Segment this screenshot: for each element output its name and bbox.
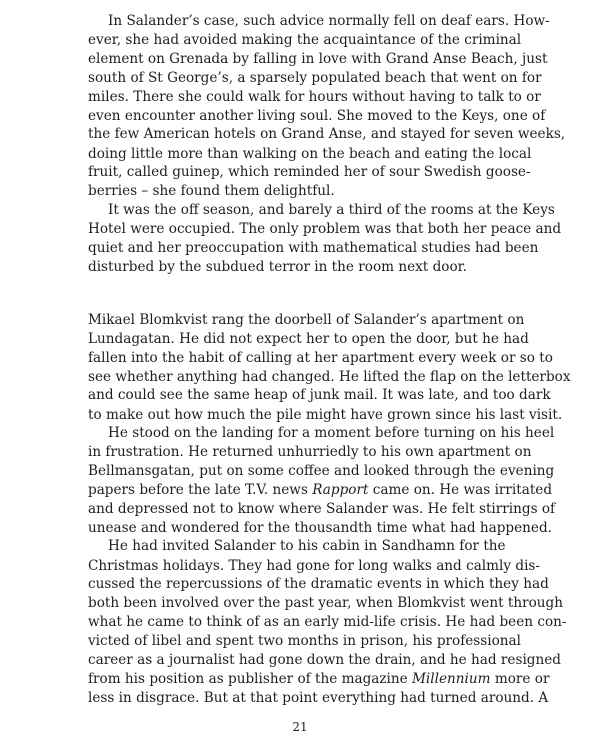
text-line: and depressed not to know where Salander was. He felt stirrings of: [88, 500, 556, 517]
text-line: element on Grenada by falling in love with Grand Anse Beach, just: [88, 50, 548, 67]
page-number: 21: [292, 720, 308, 734]
text-line: doing little more than walking on the beach and eating the local: [88, 145, 532, 162]
text-line: [88, 481, 553, 500]
text-line: [88, 670, 550, 689]
text-line: and could see the same heap of junk mail. It was late, and too dark: [88, 387, 551, 404]
italic-title-millennium: Millennium: [412, 671, 491, 688]
text-line: Lundagatan. He did not expect her to open the door, but he had: [88, 331, 529, 348]
text-line: fallen into the habit of calling at her apartment every week or so to: [88, 349, 553, 366]
text-run: more or: [490, 671, 550, 688]
text-line: ever, she had avoided making the acquaintance of the criminal: [88, 32, 522, 49]
text-line: He had invited Salander to his cabin in Sandhamn for the: [108, 538, 506, 555]
text-line: cussed the repercussions of the dramatic events in which they had: [88, 576, 549, 593]
text-line: fruit, called guinep, which reminded her of sour Swedish goose-: [88, 164, 531, 181]
text-line: in frustration. He returned unhurriedly to his own apartment on: [88, 444, 532, 461]
text-line: career as a journalist had gone down the drain, and he had resigned: [88, 652, 561, 669]
text-line: both been involved over the past year, when Blomkvist went through: [88, 595, 563, 612]
text-line: see whether anything had changed. He lifted the flap on the letterbox: [88, 368, 571, 385]
text-line: what he came to think of as an early mid-life crisis. He had been con-: [88, 614, 567, 631]
text-line: unease and wondered for the thousandth time what had happened.: [88, 519, 552, 536]
text-run: papers before the late T.V. news: [88, 482, 313, 499]
text-line: quiet and her preoccupation with mathematical studies had been: [88, 239, 539, 256]
text-line: Christmas holidays. They had gone for long walks and calmly dis-: [88, 557, 540, 574]
text-line: miles. There she could walk for hours without having to talk to or: [88, 88, 541, 105]
text-run: came on. He was irritated: [368, 482, 553, 499]
text-line: Mikael Blomkvist rang the doorbell of Salander’s apartment on: [88, 311, 525, 328]
text-run: from his position as publisher of the magazine: [88, 671, 413, 688]
text-line: It was the off season, and barely a third of the rooms at the Keys: [108, 201, 555, 218]
text-line: Bellmansgatan, put on some coffee and looked through the evening: [88, 462, 555, 479]
text-line: less in disgrace. But at that point everything had turned around. A: [88, 690, 549, 707]
text-line: Hotel were occupied. The only problem was that both her peace and: [88, 221, 562, 238]
italic-title-rapport: Rapport: [312, 482, 369, 499]
text-line: berries – she found them delightful.: [88, 183, 335, 200]
text-line: disturbed by the subdued terror in the room next door.: [88, 258, 467, 275]
text-line: victed of libel and spent two months in prison, his professional: [88, 633, 521, 650]
text-line: In Salander’s case, such advice normally fell on deaf ears. How-: [108, 13, 550, 29]
text-line: the few American hotels on Grand Anse, and stayed for seven weeks,: [88, 126, 566, 143]
text-line: to make out how much the pile might have grown since his last visit.: [88, 406, 563, 423]
text-line: He stood on the landing for a moment before turning on his heel: [108, 425, 555, 442]
text-line: south of St George’s, a sparsely populated beach that went on for: [88, 70, 542, 87]
text-line: even encounter another living soul. She moved to the Keys, one of: [88, 107, 546, 124]
